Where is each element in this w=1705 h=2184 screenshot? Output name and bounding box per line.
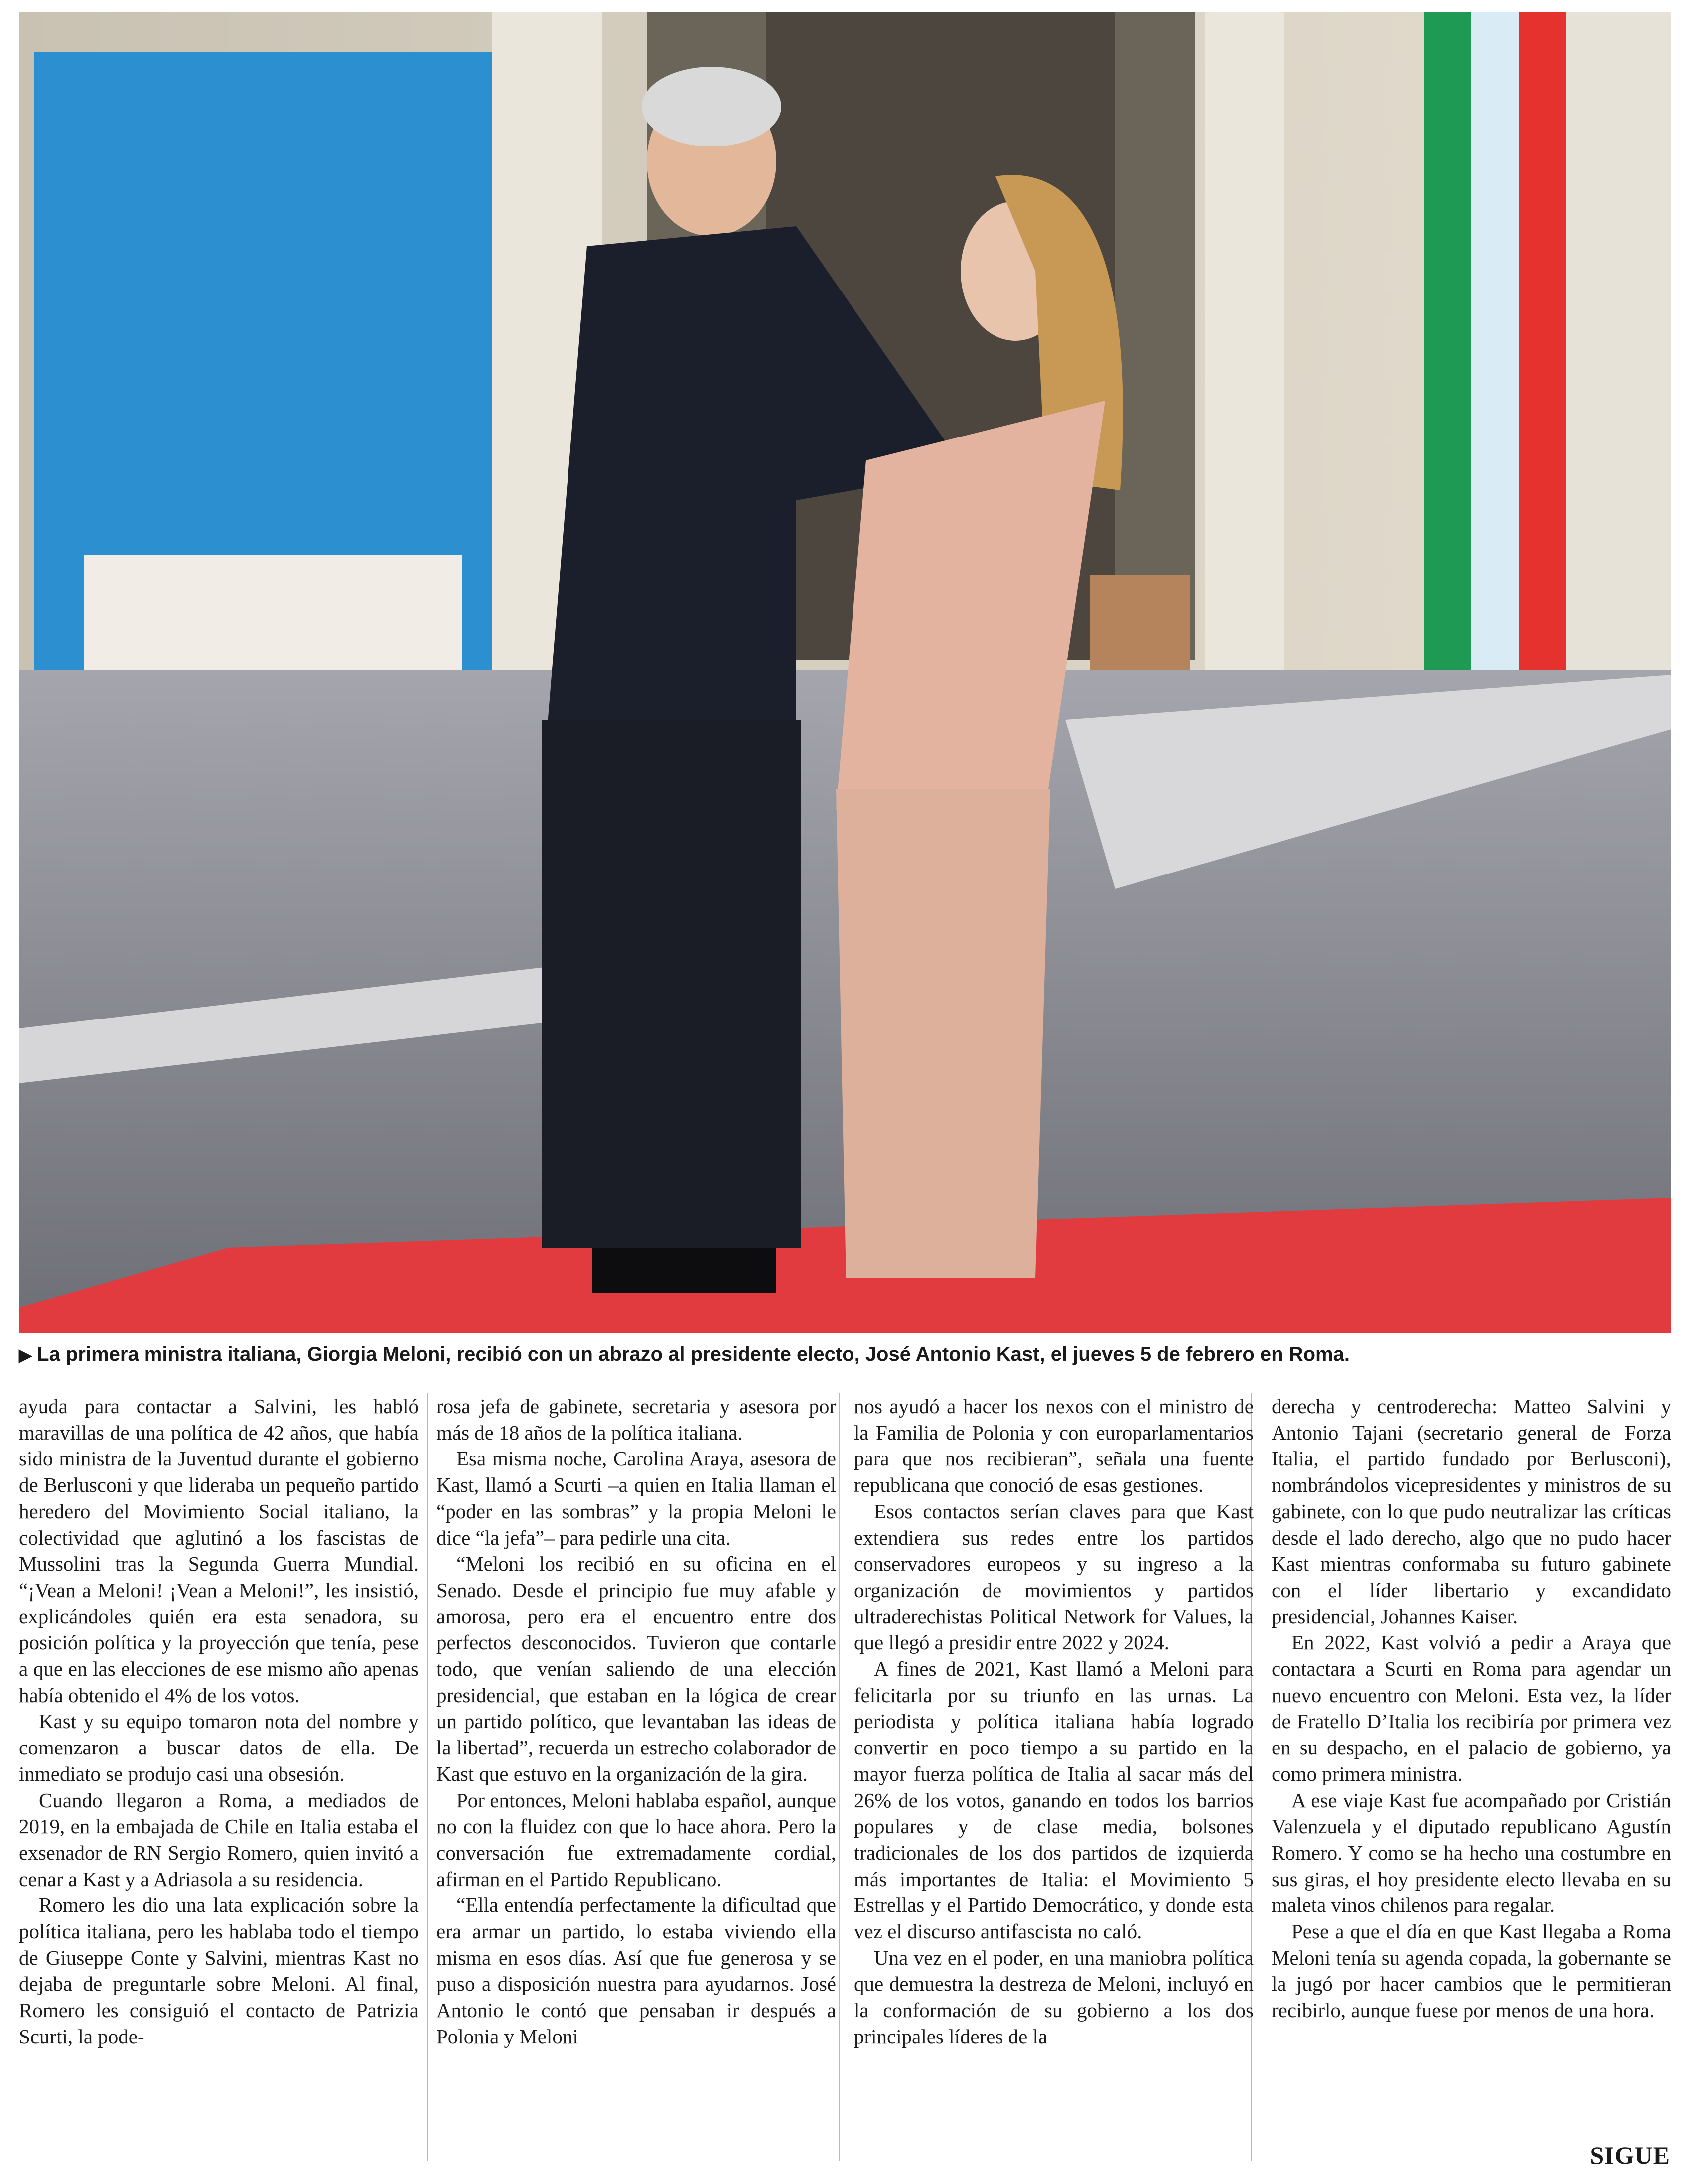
paragraph: derecha y centroderecha: Matteo Salvini y Antonio Tajani (secretario general de Forza Italia, el partido fundado por Berlusconi), nombrándolos vicepresidentes y ministros de su gabinete, con lo que pudo neutralizar las críticas desde el lado derecho, algo que no pudo hacer Kast mientras conformaba su futuro gabinete con el líder libertario y excandidato presidencial, Johannes Kaiser. <box>1272 1395 1671 1628</box>
paragraph: Por entonces, Meloni hablaba español, aunque no con la fluidez con que lo hace ahora. Pero la conversación fue extremadamente cordial, afirman en el Partido Republicano. <box>436 1788 836 1891</box>
photo-embrace-icon <box>19 12 1671 1333</box>
continue-label: SIGUE <box>1590 2141 1670 2169</box>
paragraph: En 2022, Kast volvió a pedir a Araya que contactara a Scurti en Roma para agendar un nuevo encuentro con Meloni. Esta vez, la líder de Fratello D’Italia los recibiría por primera vez en su despacho, en el palacio de gobierno, ya como primera ministra. <box>1272 1631 1671 1785</box>
paragraph: Pese a que el día en que Kast llegaba a Roma Meloni tenía su agenda copada, la gobernante se la jugó por hacer cambios que le permitieran recibirlo, aunque fuese por menos de una hora. <box>1272 1920 1671 2022</box>
paragraph: Cuando llegaron a Roma, a mediados de 2019, en la embajada de Chile en Italia estaba el exsenador de RN Sergio Romero, quien invitó a cenar a Kast y a Adriasola a su residencia. <box>19 1788 419 1891</box>
paragraph: Kast y su equipo tomaron nota del nombre y comenzaron a buscar datos de ella. De inmediato se produjo casi una obsesión. <box>19 1710 419 1785</box>
paragraph: A ese viaje Kast fue acompañado por Cristián Valenzuela y el diputado republicano Agustín Romero. Y como se ha hecho una costumbre en sus giras, el hoy presidente electo llevaba en su maleta vinos chilenos para regalar. <box>1272 1788 1671 1917</box>
article-column-1 <box>19 1393 419 2171</box>
news-photo <box>19 12 1671 1333</box>
caption-marker-icon: ▶ <box>19 1346 32 1365</box>
paragraph: ayuda para contactar a Salvini, les habló maravillas de una política de 42 años, que había sido ministra de la Juventud durante el gobierno de Berlusconi y que lideraba un pequeño partido heredero del Movimiento Social italiano, la colectividad que aglutinó a los fascistas de Mussolini tras la Segunda Guerra Mundial. “¡Vean a Meloni! ¡Vean a Meloni!”, les insistió, explicándoles quién era esta senadora, su posición política y la proyección que tenía, pese a que en las elecciones de ese mismo año apenas había obtenido el 4% de los votos. <box>19 1395 419 1707</box>
paragraph: A fines de 2021, Kast llamó a Meloni para felicitarla por su triunfo en las urnas. La periodista y política italiana había logrado convertir en poco tiempo a su partido en la mayor fuerza política de Italia al sacar más del 26% de los votos, ganando en todos los barrios populares y de clase media, bolsones tradicionales de los dos partidos de izquierda más importantes de Italia: el Movimiento 5 Estrellas y el Partido Democrático, y donde esta vez el discurso antifascista no caló. <box>854 1657 1254 1943</box>
paragraph: Esos contactos serían claves para que Kast extendiera sus redes entre los partidos conservadores europeos y su ingreso a la organización de movimientos y partidos ultraderechistas Political Network for Values, la que llegó a presidir entre 2022 y 2024. <box>854 1499 1254 1654</box>
article-column-2 <box>436 1393 836 2171</box>
paragraph: Romero les dio una lata explicación sobre la política italiana, pero les hablaba todo el tiempo de Giuseppe Conte y Salvini, mientras Kast no dejaba de preguntarle sobre Meloni. Al final, Romero les consiguió el contacto de Patrizia Scurti, la pode- <box>19 1893 419 2048</box>
article-columns <box>19 1393 1671 2171</box>
article-column-3 <box>854 1393 1254 2171</box>
paragraph: Una vez en el poder, en una maniobra política que demuestra la destreza de Meloni, incluyó en la conformación de su gobierno a los dos principales líderes de la <box>854 1946 1254 2048</box>
paragraph: Esa misma noche, Carolina Araya, asesora de Kast, llamó a Scurti –a quien en Italia llaman el “poder en las sombras” y la propia Meloni le dice “la jefa”– para pedirle una cita. <box>436 1447 836 1549</box>
article-column-4 <box>1272 1393 1671 2171</box>
paragraph: nos ayudó a hacer los nexos con el ministro de la Familia de Polonia y con europarlamentarios para que nos recibieran”, señala una fuente republicana que conoció de esas gestiones. <box>854 1395 1254 1497</box>
paragraph: rosa jefa de gabinete, secretaria y asesora por más de 18 años de la política italiana. <box>436 1395 836 1444</box>
caption-text: La primera ministra italiana, Giorgia Meloni, recibió con un abrazo al presidente electo, José Antonio Kast, el jueves 5 de febrero en Roma. <box>37 1343 1350 1365</box>
paragraph: “Ella entendía perfectamente la dificultad que era armar un partido, lo estaba viviendo ella misma en esos días. Así que fue generosa y se puso a disposición nuestra para ayudarnos. José Antonio le contó que pensaban ir después a Polonia y Meloni <box>436 1893 836 2048</box>
paragraph: “Meloni los recibió en su oficina en el Senado. Desde el principio fue muy afable y amorosa, pero era el encuentro entre dos perfectos desconocidos. Tuvieron que contarle todo, que venían saliendo de una elección presidencial, que estaban en la lógica de crear un partido político, que levantaban las ideas de la libertad”, recuerda un estrecho colaborador de Kast que estuvo en la organización de la gira. <box>436 1552 836 1785</box>
photo-caption <box>19 1340 1671 1369</box>
